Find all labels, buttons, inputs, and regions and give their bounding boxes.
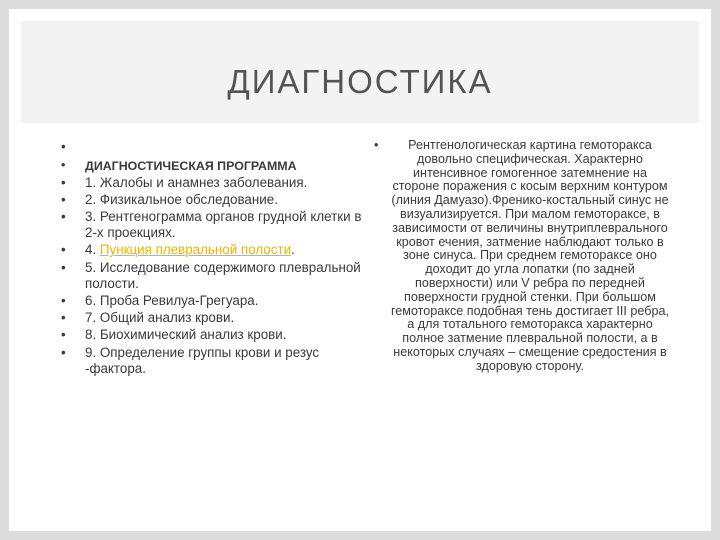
bullet-icon: • — [61, 191, 66, 207]
bullet-icon: • — [61, 344, 66, 360]
bullet-icon: • — [61, 327, 66, 343]
list-item — [51, 192, 369, 209]
bullet-icon: • — [61, 208, 66, 224]
pleural-puncture-link[interactable]: Пункция плевральной полости — [99, 242, 292, 258]
list-item-text: 2. Физикальное обследование. — [85, 191, 278, 207]
list-item-empty — [51, 139, 369, 156]
list-item — [51, 242, 369, 259]
list-item — [51, 293, 369, 310]
list-heading — [51, 157, 369, 175]
list-item-text: 1. Жалобы и анамнез заболевания. — [85, 174, 308, 190]
description-text: Рентгенологическая картина гемоторакса довольно специфическая. Характерно интенсивное гомогенное затемнение на стороне поражения с косым верхним контуром (линия Дамуазо).Френико-костальный синус не визуализируется. При малом гемотораксе, в зависимости от величины внутриплеврального кровот ечения, затмение наблюдают только в зоне синуса. При среднем гемотораксе оно доходит до угла лопатки (по задней поверхности) или V ребра по передней поверхности грудной стенки. При большом гемотораксе подобная тень достигает III ребра, а для тотального гемоторакса характерно полное затмение плевральной полости, а в некоторых случаях – смещение средостения в здоровую сторону. — [390, 138, 670, 373]
bullet-icon: • — [61, 242, 66, 258]
slide — [9, 9, 711, 531]
list-item-text: 3. Рентгенограмма органов грудной клетки в 2-х проекциях. — [85, 208, 362, 241]
list-item-prefix: 4. — [85, 242, 100, 258]
list-item — [51, 260, 369, 293]
page-title: ДИАГНОСТИКА — [227, 63, 493, 100]
bullet-icon: • — [61, 259, 66, 275]
bullet-icon: • — [374, 138, 379, 152]
bullet-icon: • — [61, 157, 66, 172]
heading-text: ДИАГНОСТИЧЕСКАЯ ПРОГРАММА — [85, 158, 297, 173]
list-item — [51, 175, 369, 192]
list-item — [51, 209, 369, 242]
list-item-text: 6. Проба Ревилуа-Грегуара. — [85, 293, 259, 309]
list-item-text: 9. Определение группы крови и резус -фактора. — [85, 344, 320, 377]
list-item-text: 5. Исследование содержимого плевральной полости. — [85, 259, 361, 292]
bullet-icon: • — [61, 174, 66, 190]
bullet-icon: • — [61, 310, 66, 326]
list-item — [51, 345, 369, 378]
list-item-text: 7. Общий анализ крови. — [85, 310, 235, 326]
radiology-description — [370, 139, 670, 374]
list-item — [51, 310, 369, 327]
left-column — [51, 139, 369, 378]
right-column — [370, 139, 670, 374]
list-item-suffix: . — [291, 242, 295, 258]
description-paragraph — [370, 139, 670, 374]
bullet-icon: • — [61, 139, 66, 154]
list-item-text: 8. Биохимический анализ крови. — [85, 327, 287, 343]
list-item — [51, 327, 369, 344]
bullet-icon: • — [61, 293, 66, 309]
title-band — [21, 21, 699, 123]
diagnostic-list — [51, 139, 369, 378]
